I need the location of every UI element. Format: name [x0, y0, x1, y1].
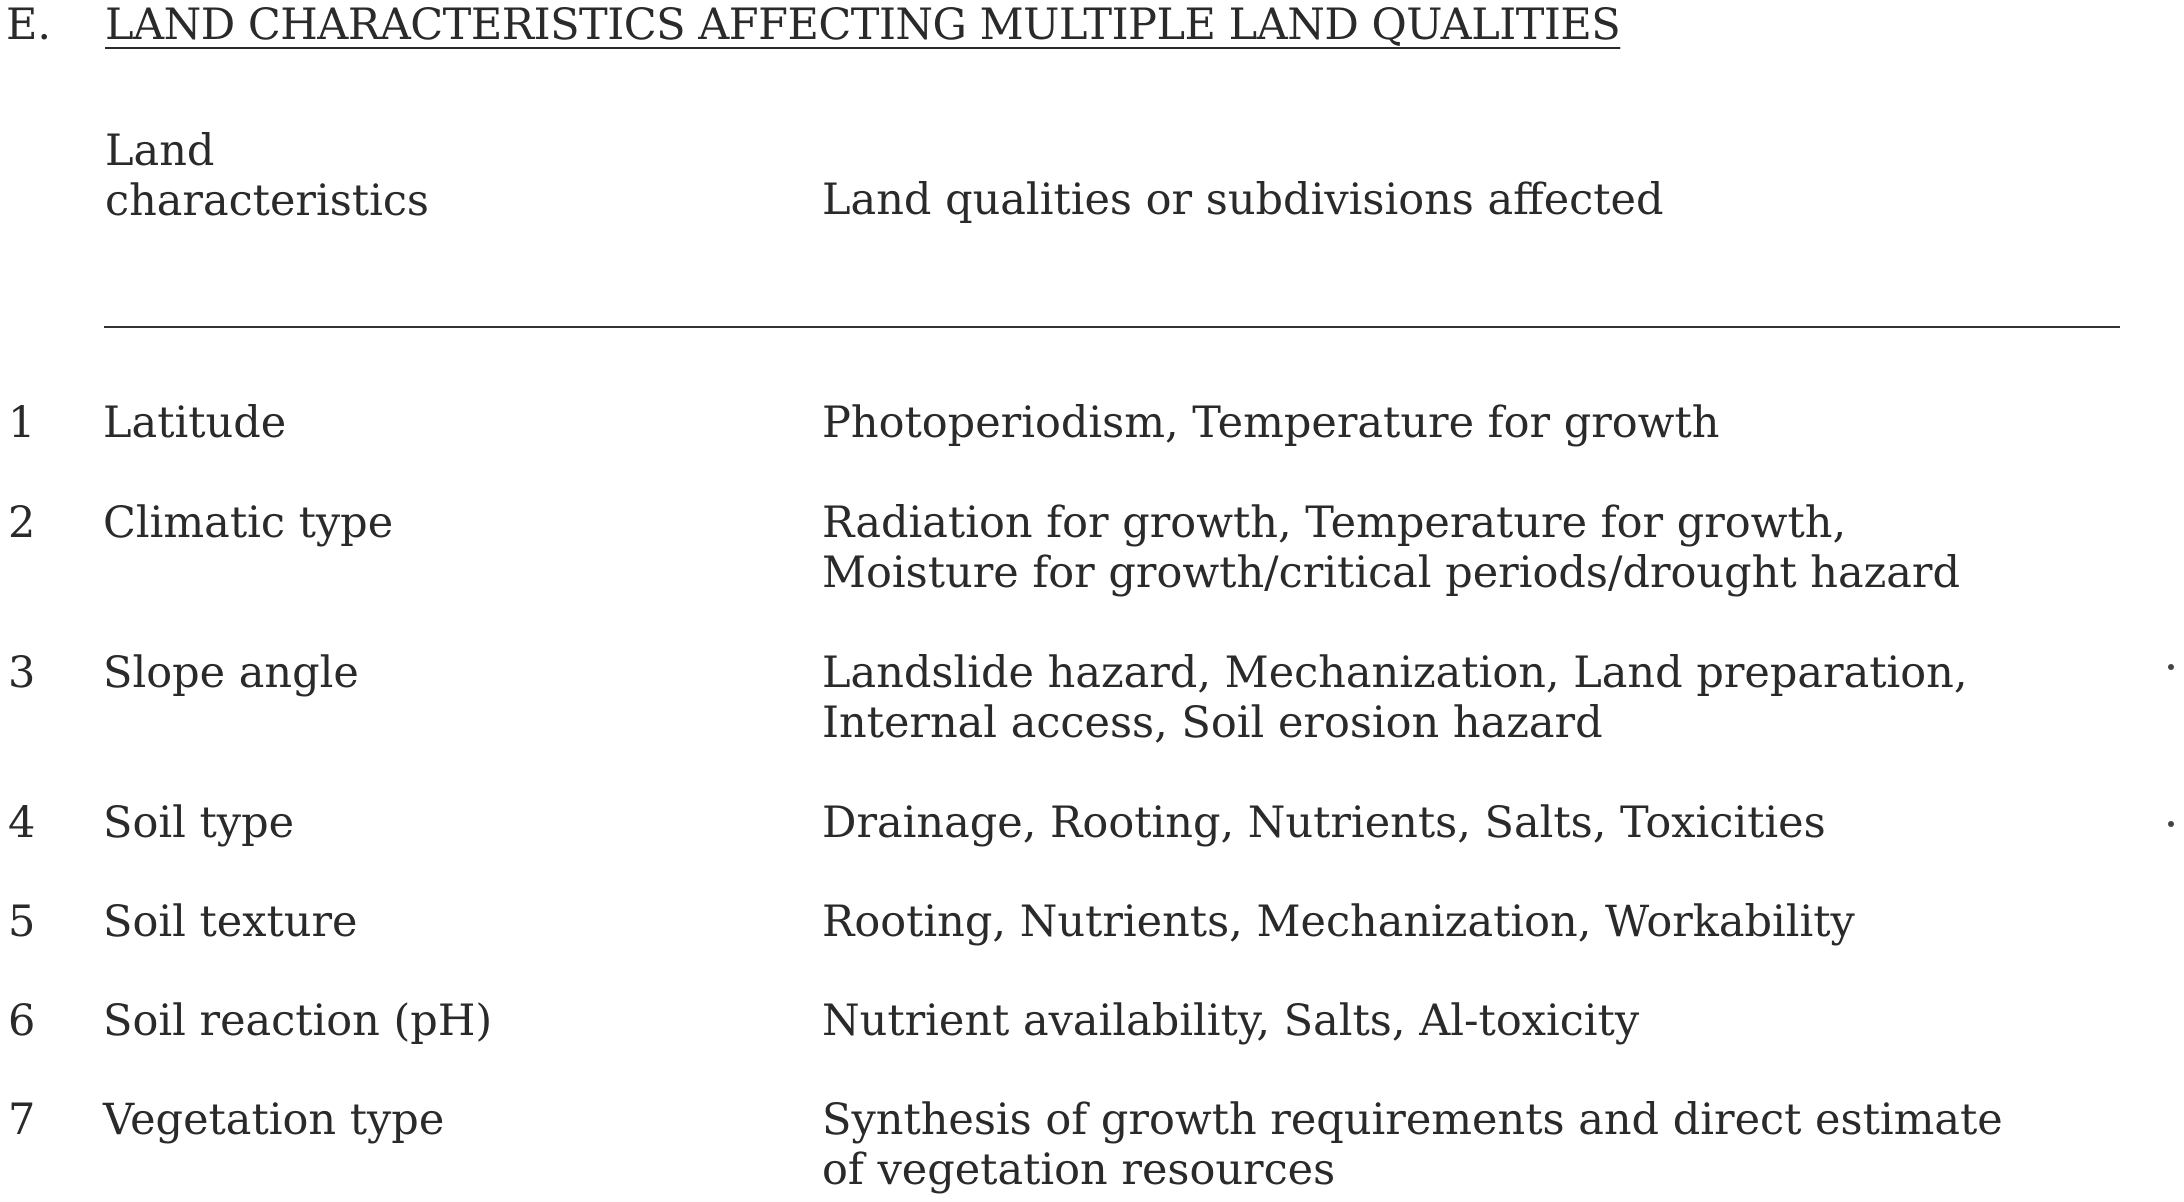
row-number: 1 [8, 398, 36, 448]
row-characteristic: Soil reaction (pH) [103, 996, 493, 1046]
column-header-line-1: Land [105, 126, 215, 176]
row-qualities-line: Internal access, Soil erosion hazard [822, 698, 1603, 748]
row-characteristic: Climatic type [103, 498, 394, 548]
row-qualities [822, 798, 1826, 848]
row-qualities [822, 897, 1855, 947]
row-qualities-line: Photoperiodism, Temperature for growth [822, 398, 1720, 448]
row-number: 5 [8, 897, 36, 947]
row-qualities-line: Moisture for growth/critical periods/drought hazard [822, 548, 1960, 598]
row-number: 6 [8, 996, 36, 1046]
row-number: 3 [8, 648, 36, 698]
row-number: 4 [8, 798, 36, 848]
row-qualities-line: Landslide hazard, Mechanization, Land preparation, [822, 648, 1968, 698]
row-qualities-line: Synthesis of growth requirements and direct estimate [822, 1095, 2003, 1145]
row-qualities-line: Drainage, Rooting, Nutrients, Salts, Toxicities [822, 798, 1826, 848]
scan-speck [2168, 664, 2174, 670]
column-header-line-2: characteristics [105, 176, 429, 226]
scan-speck [2168, 821, 2174, 827]
row-characteristic: Vegetation type [103, 1095, 445, 1145]
row-qualities [822, 1095, 2003, 1195]
row-qualities [822, 498, 1960, 598]
column-header-characteristics [105, 126, 429, 226]
row-qualities-line: of vegetation resources [822, 1145, 1336, 1195]
row-qualities [822, 398, 1719, 448]
row-characteristic: Slope angle [103, 648, 359, 698]
row-characteristic: Soil texture [103, 897, 358, 947]
row-characteristic: Latitude [103, 398, 287, 448]
header-divider [104, 326, 2120, 328]
row-characteristic: Soil type [103, 798, 295, 848]
section-letter: E. [6, 0, 52, 50]
row-qualities-line: Radiation for growth, Temperature for growth, [822, 498, 1847, 548]
row-qualities [822, 648, 1967, 748]
column-header-qualities: Land qualities or subdivisions affected [822, 175, 1664, 225]
row-qualities-line: Rooting, Nutrients, Mechanization, Workability [822, 897, 1855, 947]
row-number: 2 [8, 498, 36, 548]
section-title: LAND CHARACTERISTICS AFFECTING MULTIPLE LAND QUALITIES [105, 0, 1621, 50]
row-qualities-line: Nutrient availability, Salts, Al-toxicity [822, 996, 1640, 1046]
row-number: 7 [8, 1095, 36, 1145]
row-qualities [822, 996, 1639, 1046]
